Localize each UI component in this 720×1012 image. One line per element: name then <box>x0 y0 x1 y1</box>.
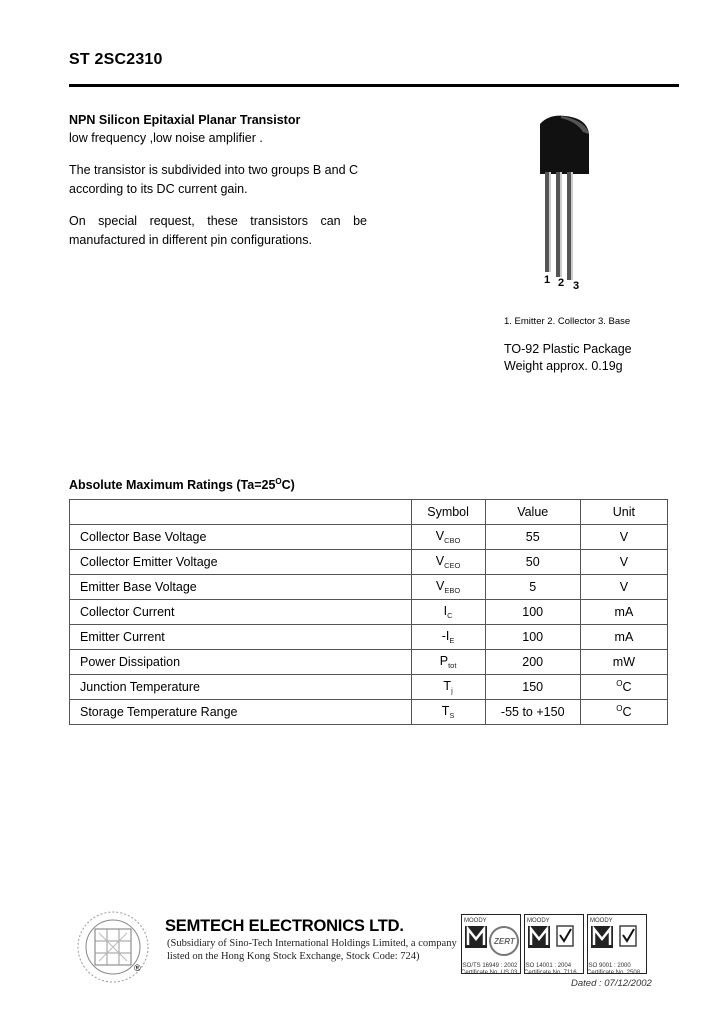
symbol-subscript: CBO <box>444 536 461 545</box>
product-heading: NPN Silicon Epitaxial Planar Transistor <box>69 113 301 127</box>
unit-degree: O <box>616 679 623 689</box>
symbol-cell <box>411 650 485 675</box>
cert-number-3: Certificate No. 2508 <box>587 970 641 976</box>
ratings-title-degree: O <box>275 477 282 486</box>
parameter-cell: Junction Temperature <box>70 675 412 700</box>
unit-text: mW <box>612 655 636 670</box>
cert-number-2: Certificate No. 7116 <box>524 970 577 976</box>
svg-text:MOODY: MOODY <box>527 918 550 924</box>
parameter-cell: Power Dissipation <box>70 650 412 675</box>
header-symbol: Symbol <box>411 500 485 525</box>
symbol-letter: T <box>443 679 452 693</box>
svg-text:MOODY: MOODY <box>590 918 613 924</box>
cert-caption-2 <box>524 963 577 977</box>
description-paragraph-1: The transistor is subdivided into two groups B and C according to its DC current gain. <box>69 163 359 196</box>
value-cell: -55 to +150 <box>485 700 580 725</box>
unit-text: V <box>619 530 629 545</box>
header-parameter <box>70 500 412 525</box>
symbol-subscript: S <box>449 711 455 720</box>
table-row <box>70 675 668 700</box>
table-row <box>70 600 668 625</box>
table-row <box>70 650 668 675</box>
symbol-subscript: CEO <box>444 561 461 570</box>
symbol-cell <box>411 700 485 725</box>
parameter-cell: Collector Base Voltage <box>70 525 412 550</box>
ratings-title-end: C) <box>281 478 295 493</box>
symbol-letter: V <box>435 554 445 568</box>
symbol-letter: I <box>443 604 448 618</box>
parameter-cell: Collector Current <box>70 600 412 625</box>
dated-stamp: Dated : 07/12/2002 <box>571 978 652 989</box>
pin-legend: 1. Emitter 2. Collector 3. Base <box>504 316 631 327</box>
header-value: Value <box>485 500 580 525</box>
symbol-cell <box>411 625 485 650</box>
ratings-body <box>70 525 668 725</box>
ratings-header-row <box>70 500 668 525</box>
registered-mark: ® <box>134 963 141 973</box>
unit-text: mA <box>614 605 634 620</box>
datasheet-title: ST 2SC2310 <box>69 51 163 68</box>
symbol-letter: P <box>439 654 449 668</box>
title-divider <box>69 84 679 87</box>
unit-cell <box>580 575 667 600</box>
unit-cell <box>580 650 667 675</box>
cert-caption-1 <box>461 963 517 977</box>
unit-cell <box>580 675 667 700</box>
symbol-letter: V <box>435 579 445 593</box>
symbol-subscript: E <box>449 636 455 645</box>
unit-degree: O <box>616 704 623 714</box>
ratings-title <box>69 477 295 492</box>
symbol-subscript: EBO <box>444 586 461 595</box>
value-cell: 200 <box>485 650 580 675</box>
unit-cell <box>580 550 667 575</box>
unit-text: V <box>619 580 629 595</box>
cert-standard-1: ISO/TS 16949 : 2002 <box>461 963 518 969</box>
cert-standard-3: ISO 9001 : 2000 <box>587 963 631 969</box>
package-weight: Weight approx. 0.19g <box>504 359 623 373</box>
subsidiary-line-2: listed on the Hong Kong Stock Exchange, Stock Code: 724) <box>167 951 420 962</box>
parameter-cell: Collector Emitter Voltage <box>70 550 412 575</box>
pin-1-label: 1 <box>544 274 551 286</box>
value-cell: 100 <box>485 625 580 650</box>
symbol-subscript: tot <box>448 661 457 670</box>
description-paragraph-2: On special request, these transistors can be manufactured in different pin configurations. <box>69 214 367 247</box>
package-name: TO-92 Plastic Package <box>504 342 632 356</box>
symbol-letter: -I <box>441 629 450 643</box>
symbol-cell <box>411 600 485 625</box>
unit-cell <box>580 525 667 550</box>
symbol-cell <box>411 575 485 600</box>
unit-text: C <box>622 680 632 695</box>
unit-cell <box>580 600 667 625</box>
cert-standard-2: ISO 14001 : 2004 <box>524 963 572 969</box>
parameter-cell: Storage Temperature Range <box>70 700 412 725</box>
symbol-subscript: j <box>451 686 453 695</box>
to92-transistor-image <box>525 112 625 292</box>
pin-3-label: 3 <box>573 280 580 292</box>
unit-text: V <box>619 555 629 570</box>
table-row <box>70 550 668 575</box>
product-subheading: low frequency ,low noise amplifier . <box>69 131 263 145</box>
parameter-cell: Emitter Current <box>70 625 412 650</box>
table-row <box>70 700 668 725</box>
svg-text:ZERT: ZERT <box>494 937 515 946</box>
symbol-letter: V <box>435 529 445 543</box>
unit-text: mA <box>614 630 634 645</box>
company-name: SEMTECH ELECTRONICS LTD. <box>165 917 404 935</box>
header-unit: Unit <box>580 500 667 525</box>
symbol-cell <box>411 550 485 575</box>
value-cell: 50 <box>485 550 580 575</box>
company-seal-logo <box>75 909 151 985</box>
unit-cell <box>580 700 667 725</box>
symbol-cell <box>411 675 485 700</box>
package-info <box>504 341 632 375</box>
table-row <box>70 625 668 650</box>
cert-number-1: Certificate No. US 03 <box>461 970 518 976</box>
symbol-subscript: C <box>447 611 453 620</box>
symbol-letter: T <box>441 704 450 718</box>
table-row <box>70 575 668 600</box>
value-cell: 100 <box>485 600 580 625</box>
parameter-cell: Emitter Base Voltage <box>70 575 412 600</box>
svg-text:MOODY: MOODY <box>464 918 487 924</box>
ratings-title-text: Absolute Maximum Ratings (Ta=25 <box>69 478 276 493</box>
value-cell: 55 <box>485 525 580 550</box>
value-cell: 150 <box>485 675 580 700</box>
subsidiary-line-1: (Subsidiary of Sino-Tech International Holdings Limited, a company <box>167 938 457 949</box>
value-cell: 5 <box>485 575 580 600</box>
unit-text: C <box>622 705 632 720</box>
cert-caption-3 <box>587 963 640 977</box>
unit-cell <box>580 625 667 650</box>
table-row <box>70 525 668 550</box>
symbol-cell <box>411 525 485 550</box>
pin-2-label: 2 <box>558 277 565 289</box>
ratings-table <box>69 499 668 725</box>
